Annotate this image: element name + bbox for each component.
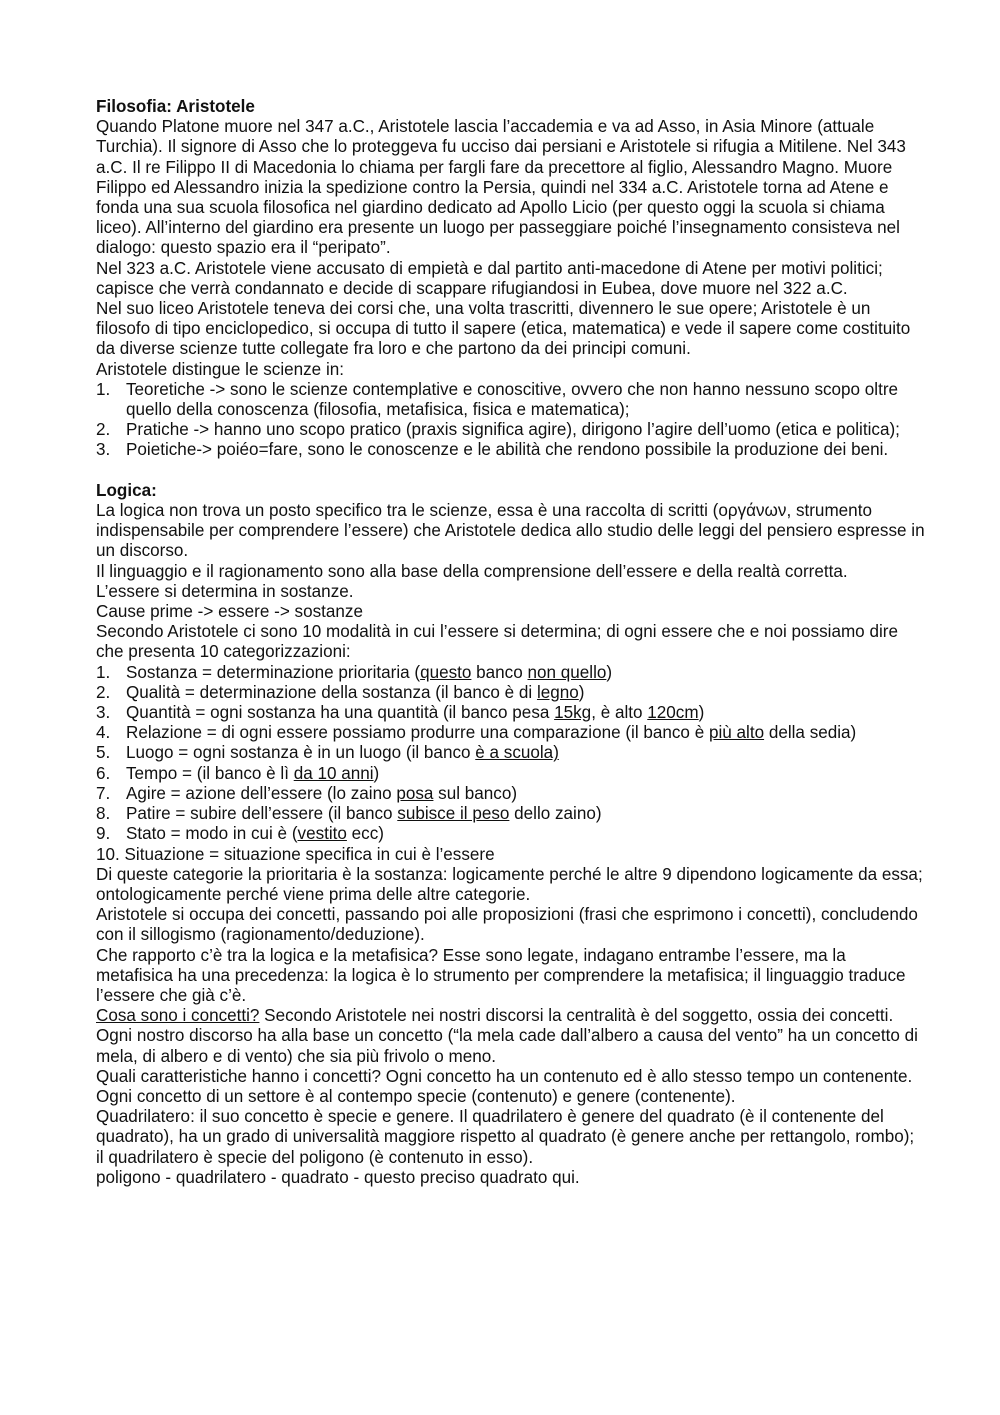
paragraph: Quali caratteristiche hanno i concetti? Ogni concetto ha un contenuto ed è allo stesso tempo un contenente. Ogni concetto di un settore è al contempo specie (contenuto) e genere (contenente). [96, 1066, 913, 1106]
list-item: 8. Patire = subire dell’essere (il banco subisce il peso dello zaino) [96, 804, 602, 824]
list-item: 9. Stato = modo in cui è (vestito ecc) [96, 824, 384, 844]
paragraph: Cosa sono i concetti? Secondo Aristotele nei nostri discorsi la centralità è del soggetto, ossia dei concetti. Ogni nostro discorso ha alla base un concetto (“la mela cade dall’albero a causa del vento” ha un concetto di mela, di albero e di vento) che sia più frivolo o meno. [96, 1006, 918, 1066]
paragraph: La logica non trova un posto specifico tra le scienze, essa è una raccolta di scritti (οργάνων, strumento indispensabile per comprendere l’essere) che Aristotele dedica allo studio delle leggi del pensiero espresse in un discorso. [96, 501, 925, 561]
paragraph: Aristotele distingue le scienze in: [96, 359, 344, 379]
sciences-list [96, 380, 926, 461]
list-item: 3. Poietiche-> poiéo=fare, sono le conoscenze e le abilità che rendono possibile la produzione dei beni. [96, 440, 889, 460]
paragraph: Di queste categorie la prioritaria è la sostanza: logicamente perché le altre 9 dipendono logicamente da essa; ontologicamente perché viene prima delle altre categorie. [96, 864, 923, 904]
spacer [96, 461, 926, 481]
list-item: 5. Luogo = ogni sostanza è in un luogo (il banco è a scuola) [96, 743, 559, 763]
list-item: 2. Pratiche -> hanno uno scopo pratico (praxis significa agire), dirigono l’agire dell’uomo (etica e politica); [96, 420, 900, 440]
list-item: 6. Tempo = (il banco è lì da 10 anni) [96, 763, 380, 783]
categories-list [96, 663, 926, 865]
list-item: 1. Sostanza = determinazione prioritaria (questo banco non quello) [96, 662, 613, 682]
paragraph: Che rapporto c’è tra la logica e la metafisica? Esse sono legate, indagano entrambe l’essere, ma la metafisica ha una precedenza: la logica è lo strumento per comprendere la metafisica; il linguaggio traduce l’essere che già c’è. [96, 945, 906, 1005]
list-item: 2. Qualità = determinazione della sostanza (il banco è di legno) [96, 682, 585, 702]
paragraph: Quando Platone muore nel 347 a.C., Aristotele lascia l’accademia e va ad Asso, in Asia Minore (attuale Turchia). Il signore di Asso che lo proteggeva fu ucciso dai persiani e Aristotele si rifugia a Mitilene. Nel 343 a.C. Il re Filippo II di Macedonia lo chiama per fargli fare da precettore al figlio, Alessandro Magno. Muore Filippo ed Alessandro inizia la spedizione contro la Persia, quindi nel 334 a.C. Aristotele torna ad Atene e fonda una sua scuola filosofica nel giardino dedicato ad Apollo Licio (per questo oggi la scuola si chiama liceo). All’interno del giardino era presente un luogo per passeggiare poiché l’insegnamento consisteva nel dialogo: questo spazio era il “peripato”. [96, 117, 906, 258]
paragraph: poligono - quadrilatero - quadrato - questo preciso quadrato qui. [96, 1167, 580, 1187]
paragraph: Il linguaggio e il ragionamento sono alla base della comprensione dell’essere e della realtà corretta. [96, 561, 848, 581]
paragraph: Cause prime -> essere -> sostanze [96, 602, 363, 622]
list-item: 1. Teoretiche -> sono le scienze contemplative e conoscitive, ovvero che non hanno nessuno scopo oltre quello della conoscenza (filosofia, metafisica, fisica e matematica); [96, 379, 899, 420]
list-item: 7. Agire = azione dell’essere (lo zaino posa sul banco) [96, 783, 518, 803]
section-title-aristotele: Filosofia: Aristotele [96, 97, 255, 116]
list-item: 10. Situazione = situazione specifica in cui è l’essere [96, 844, 495, 864]
concepts-heading: Cosa sono i concetti? [96, 1006, 260, 1026]
paragraph: Quadrilatero: il suo concetto è specie e genere. Il quadrilatero è genere del quadrato (è il contenente del quadrato), ha un grado di universalità maggiore rispetto al quadrato (è genere anche per rettangolo, rombo); il quadrilatero è specie del poligono (è contenuto in esso). [96, 1107, 915, 1167]
section-title-logica: Logica: [96, 480, 157, 500]
paragraph: Nel 323 a.C. Aristotele viene accusato di empietà e dal partito anti-macedone di Atene per motivi politici; capisce che verrà condannato e decide di scappare rifugiandosi in Eubea, dove muore nel 322 a.C. [96, 258, 883, 298]
paragraph: Aristotele si occupa dei concetti, passando poi alle proposizioni (frasi che esprimono i concetti), concludendo con il sillogismo (ragionamento/deduzione). [96, 905, 918, 945]
paragraph: Nel suo liceo Aristotele teneva dei corsi che, una volta trascritti, divennero le sue opere; Aristotele è un filosofo di tipo enciclopedico, si occupa di tutto il sapere (etica, matematica) e vede il sapere come costituito da diverse scienze tutte collegate fra loro e che partono da dei principi comuni. [96, 299, 911, 359]
document-page [96, 97, 926, 1188]
paragraph: Secondo Aristotele ci sono 10 modalità in cui l’essere si determina; di ogni essere che e noi possiamo dire che presenta 10 categorizzazioni: [96, 622, 898, 662]
list-item: 4. Relazione = di ogni essere possiamo produrre una comparazione (il banco è più alto della sedia) [96, 723, 857, 743]
paragraph: L’essere si determina in sostanze. [96, 581, 354, 601]
list-item: 3. Quantità = ogni sostanza ha una quantità (il banco pesa 15kg, è alto 120cm) [96, 703, 705, 723]
